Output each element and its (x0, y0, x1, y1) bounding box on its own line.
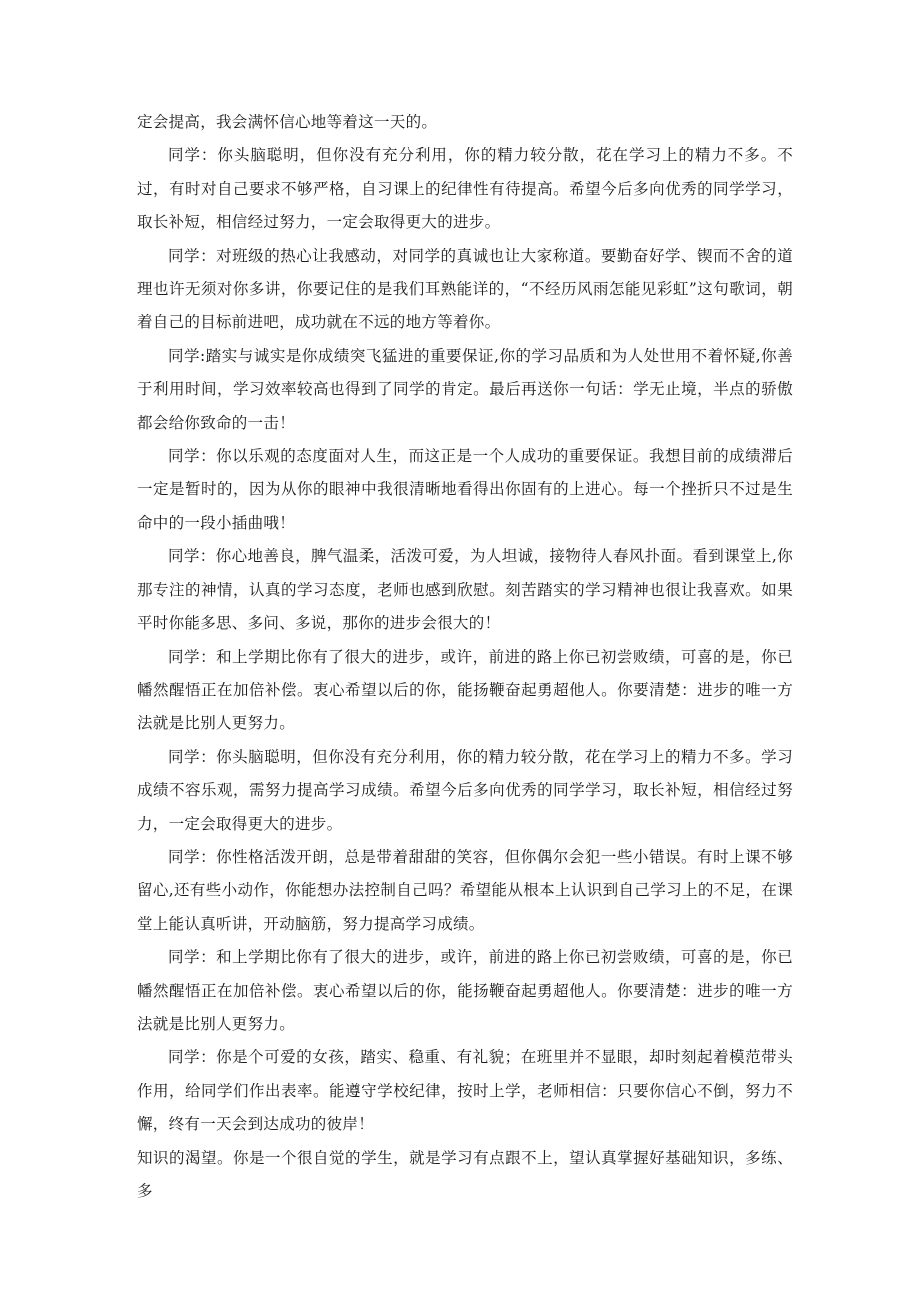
comment-paragraph: 同学：你是个可爱的女孩，踏实、稳重、有礼貌；在班里并不显眼，却时刻起着模范带头作用，给同学们作出表率。能遵守学校纪律，按时上学，老师相信：只要你信心不倒，努力不懈，终有一天会到达成功的彼岸！ (137, 1048, 793, 1134)
comment-paragraph: 同学：对班级的热心让我感动，对同学的真诚也让大家称道。要勤奋好学、锲而不舍的道理也许无须对你多讲，你要记住的是我们耳熟能详的，“不经历风雨怎能见彩虹”这句歌词，朝着自己的目标前进吧，成功就在不远的地方等着你。 (137, 246, 793, 332)
paragraph-continuation: 定会提高，我会满怀信心地等着这一天的。 (137, 113, 438, 131)
comment-paragraph: 同学：和上学期比你有了很大的进步，或许，前进的路上你已初尝败绩，可喜的是，你已幡然醒悟正在加倍补偿。衷心希望以后的你，能扬鞭奋起勇超他人。你要清楚：进步的唯一方法就是比别人更努力。 (137, 948, 793, 1033)
document-body (137, 106, 793, 1208)
paragraph-trailing: 知识的渴望。你是一个很自觉的学生，就是学习有点跟不上，望认真掌握好基础知识，多练、多 (137, 1148, 793, 1200)
comment-paragraph: 同学：你头脑聪明，但你没有充分利用，你的精力较分散，花在学习上的精力不多。学习成绩不容乐观，需努力提高学习成绩。希望今后多向优秀的同学学习，取长补短，相信经过努力，一定会取得更大的进步。 (137, 747, 793, 833)
comment-paragraph: 同学:踏实与诚实是你成绩突飞猛进的重要保证,你的学习品质和为人处世用不着怀疑,你善于利用时间，学习效率较高也得到了同学的肯定。最后再送你一句话：学无止境，半点的骄傲都会给你致命的一击！ (137, 346, 793, 432)
comment-paragraph: 同学：你以乐观的态度面对人生，而这正是一个人成功的重要保证。我想目前的成绩滞后一定是暂时的，因为从你的眼神中我很清晰地看得出你固有的上进心。每一个挫折只不过是生命中的一段小插曲哦！ (137, 447, 793, 532)
comment-paragraph: 同学：你心地善良，脾气温柔，活泼可爱，为人坦诚，接物待人春风扑面。看到课堂上,你那专注的神情，认真的学习态度，老师也感到欣慰。刻苦踏实的学习精神也很让我喜欢。如果平时你能多思、多问、多说，那你的进步会很大的！ (137, 547, 793, 633)
comment-paragraph: 同学：你性格活泼开朗，总是带着甜甜的笑容，但你偶尔会犯一些小错误。有时上课不够留心,还有些小动作，你能想办法控制自己吗？希望能从根本上认识到自己学习上的不足，在课堂上能认真听讲，开动脑筋，努力提高学习成绩。 (137, 847, 793, 933)
comment-paragraph: 同学：和上学期比你有了很大的进步，或许，前进的路上你已初尝败绩，可喜的是，你已幡然醒悟正在加倍补偿。衷心希望以后的你，能扬鞭奋起勇超他人。你要清楚：进步的唯一方法就是比别人更努力。 (137, 647, 793, 733)
comment-paragraph: 同学：你头脑聪明，但你没有充分利用，你的精力较分散，花在学习上的精力不多。不过，有时对自己要求不够严格，自习课上的纪律性有待提高。希望今后多向优秀的同学学习，取长补短，相信经过努力，一定会取得更大的进步。 (137, 146, 793, 232)
